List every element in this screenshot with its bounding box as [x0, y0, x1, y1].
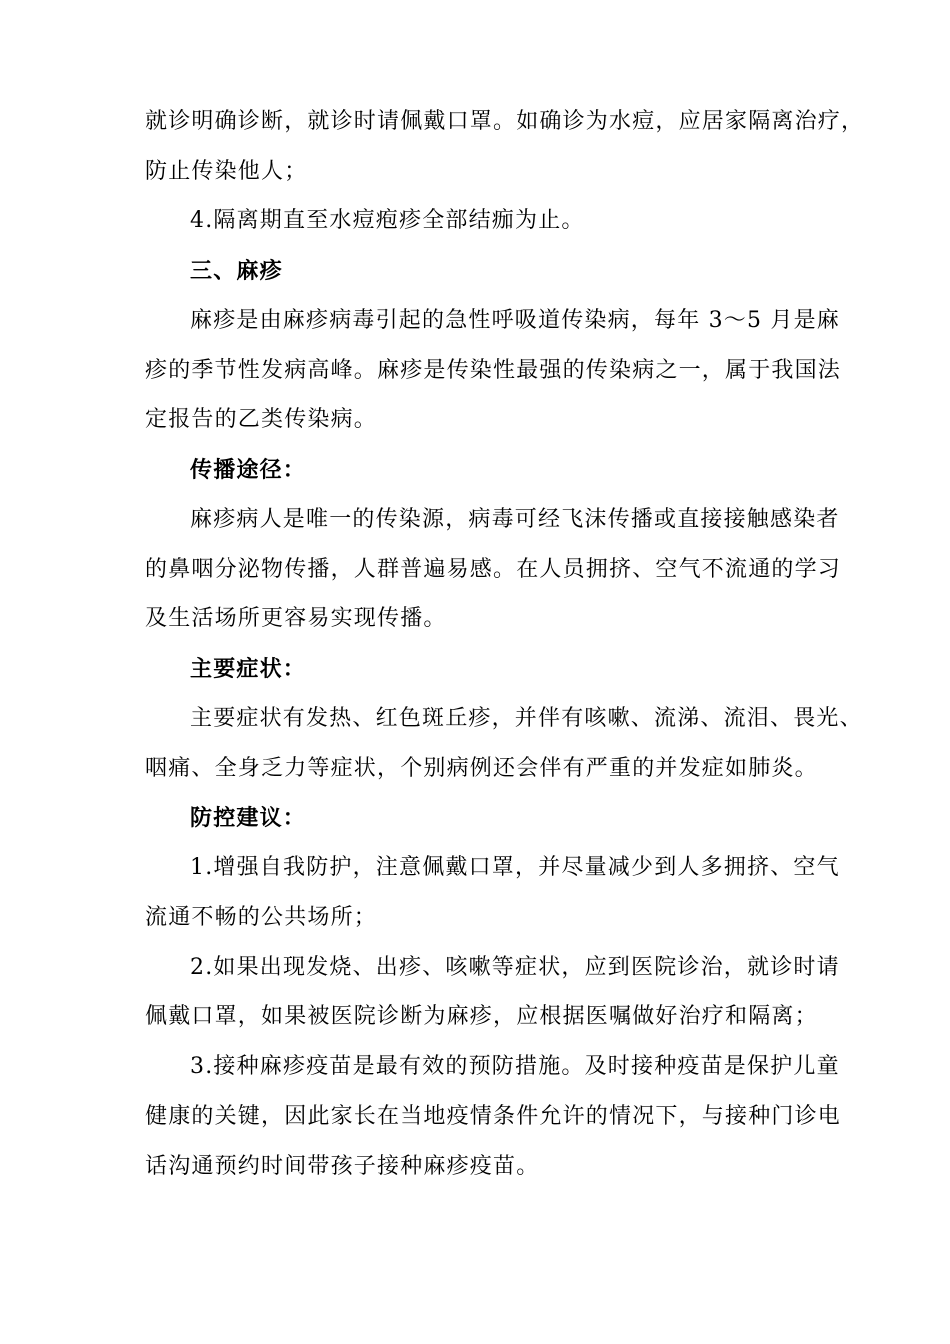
paragraph-line: 健康的关键，因此家长在当地疫情条件允许的情况下，与接种门诊电	[145, 1104, 842, 1129]
paragraph-line: 及生活场所更容易实现传播。	[145, 606, 447, 631]
paragraph-line: 就诊明确诊断，就诊时请佩戴口罩。如确诊为水痘，应居家隔离治疗，	[145, 109, 865, 134]
list-item-4: 4.隔离期直至水痘疱疹全部结痂为止。	[190, 208, 585, 233]
list-item-1: 1.增强自我防护，注意佩戴口罩，并尽量减少到人多拥挤、空气	[190, 855, 840, 880]
paragraph-line: 话沟通预约时间带孩子接种麻疹疫苗。	[145, 1154, 540, 1179]
subheading-transmission: 传播途径：	[190, 457, 307, 483]
paragraph-line: 定报告的乙类传染病。	[145, 407, 378, 432]
paragraph-line: 麻疹病人是唯一的传染源，病毒可经飞沫传播或直接接触感染者	[190, 507, 840, 532]
paragraph-line: 疹的季节性发病高峰。麻疹是传染性最强的传染病之一，属于我国法	[145, 358, 842, 383]
list-item-2: 2.如果出现发烧、出疹、咳嗽等症状，应到医院诊治，就诊时请	[190, 955, 840, 980]
paragraph-line: 主要症状有发热、红色斑丘疹，并伴有咳嗽、流涕、流泪、畏光、	[190, 706, 863, 731]
paragraph-line: 佩戴口罩，如果被医院诊断为麻疹，应根据医嘱做好治疗和隔离；	[145, 1004, 818, 1029]
paragraph-line: 咽痛、全身乏力等症状，个别病例还会伴有严重的并发症如肺炎。	[145, 756, 818, 781]
section-heading-measles: 三、麻疹	[190, 258, 283, 284]
paragraph-line: 流通不畅的公共场所；	[145, 905, 378, 930]
subheading-symptoms: 主要症状：	[190, 656, 307, 682]
paragraph-line: 的鼻咽分泌物传播，人群普遍易感。在人员拥挤、空气不流通的学习	[145, 557, 842, 582]
paragraph-line: 麻疹是由麻疹病毒引起的急性呼吸道传染病，每年 3～5 月是麻	[190, 308, 840, 333]
subheading-prevention: 防控建议：	[190, 805, 307, 831]
list-item-3: 3.接种麻疹疫苗是最有效的预防措施。及时接种疫苗是保护儿童	[190, 1054, 840, 1079]
paragraph-line: 防止传染他人；	[145, 159, 308, 184]
